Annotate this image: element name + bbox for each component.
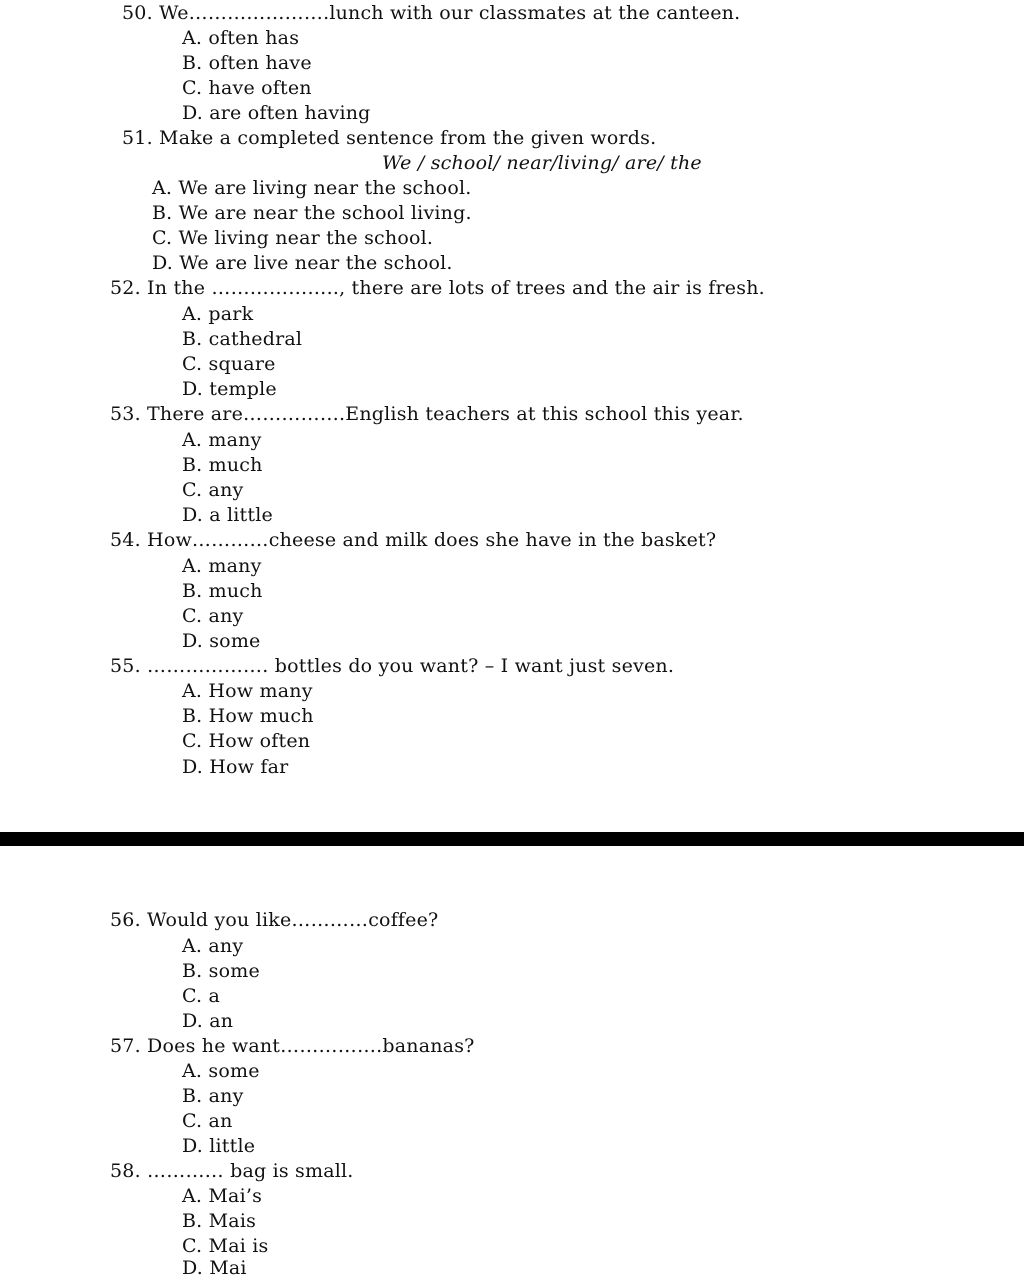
question-52-option-b: B. cathedral: [182, 328, 303, 350]
question-55-option-c: C. How often: [182, 730, 311, 752]
question-50-stem: 50. We………………….lunch with our classmates at the canteen.: [122, 2, 741, 24]
question-57-option-d: D. little: [182, 1135, 256, 1157]
question-58-option-b: B. Mais: [182, 1210, 257, 1232]
question-58-option-a: A. Mai’s: [182, 1185, 263, 1207]
page-divider: [0, 832, 1024, 846]
question-56-option-c: C. a: [182, 985, 221, 1007]
question-58-option-d: D. Mai: [182, 1257, 247, 1279]
question-55-option-a: A. How many: [182, 680, 313, 702]
question-54-option-d: D. some: [182, 630, 261, 652]
question-51-option-c: C. We living near the school.: [152, 227, 434, 249]
question-56-option-b: B. some: [182, 960, 260, 982]
question-52-option-a: A. park: [182, 303, 254, 325]
question-50-option-b: B. often have: [182, 52, 312, 74]
question-58-option-c: C. Mai is: [182, 1235, 269, 1257]
question-57-option-a: A. some: [182, 1060, 260, 1082]
question-53-option-d: D. a little: [182, 504, 273, 526]
question-55-option-b: B. How much: [182, 705, 314, 727]
question-51-option-a: A. We are living near the school.: [152, 177, 472, 199]
question-52-option-d: D. temple: [182, 378, 277, 400]
question-57-stem: 57. Does he want…………….bananas?: [110, 1035, 475, 1057]
question-52-stem: 52. In the ……………….., there are lots of trees and the air is fresh.: [110, 277, 765, 299]
question-53-option-c: C. any: [182, 479, 244, 501]
question-51-prompt: We / school/ near/living/ are/ the: [382, 152, 702, 174]
question-57-option-c: C. an: [182, 1110, 233, 1132]
question-57-option-b: B. any: [182, 1085, 244, 1107]
question-54-option-b: B. much: [182, 580, 263, 602]
question-50-option-d: D. are often having: [182, 102, 371, 124]
question-56-stem: 56. Would you like…………coffee?: [110, 909, 439, 931]
question-56-option-a: A. any: [182, 935, 244, 957]
question-53-stem: 53. There are…………….English teachers at this school this year.: [110, 403, 744, 425]
question-55-stem: 55. ………………. bottles do you want? – I want just seven.: [110, 655, 675, 677]
question-53-option-b: B. much: [182, 454, 263, 476]
question-54-stem: 54. How…………cheese and milk does she have in the basket?: [110, 529, 717, 551]
question-50-option-a: A. often has: [182, 27, 300, 49]
question-55-option-d: D. How far: [182, 756, 289, 778]
question-54-option-c: C. any: [182, 605, 244, 627]
question-56-option-d: D. an: [182, 1010, 234, 1032]
question-58-stem: 58. ………… bag is small.: [110, 1160, 354, 1182]
question-52-option-c: C. square: [182, 353, 276, 375]
question-50-option-c: C. have often: [182, 77, 312, 99]
question-51-option-d: D. We are live near the school.: [152, 252, 453, 274]
question-51-stem: 51. Make a completed sentence from the given words.: [122, 127, 657, 149]
question-53-option-a: A. many: [182, 429, 262, 451]
question-51-option-b: B. We are near the school living.: [152, 202, 472, 224]
question-54-option-a: A. many: [182, 555, 262, 577]
